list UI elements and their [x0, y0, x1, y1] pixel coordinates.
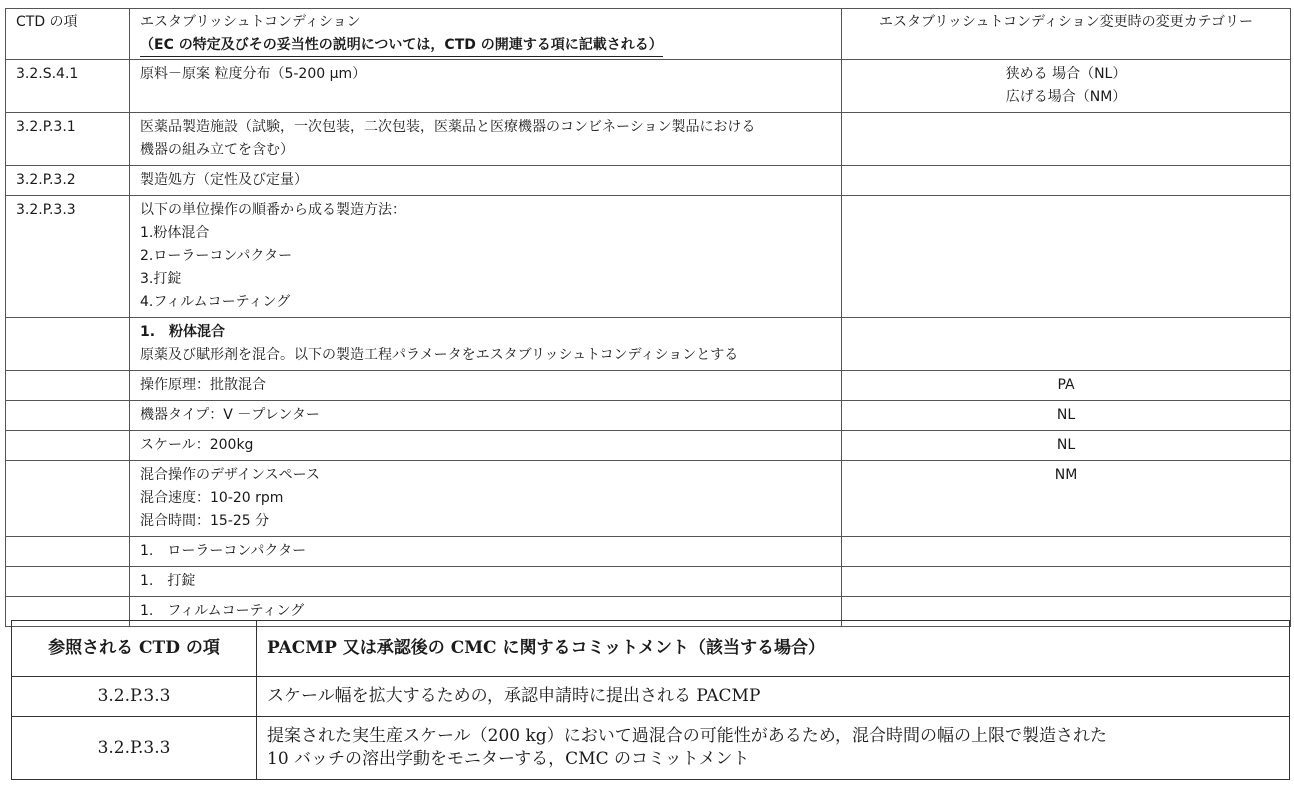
condition-line: 機器の組み立てを含む） [140, 142, 294, 158]
established-conditions-table [5, 8, 1291, 627]
condition-line: 1. 打錠 [140, 573, 196, 589]
header-ec-title: エスタブリッシュトコンディション [140, 14, 361, 30]
table-header-row [12, 621, 1290, 677]
ctd-section-cell: 3.2.P.3.1 [6, 113, 130, 166]
change-category-cell [842, 60, 1291, 113]
condition-line: 2.ローラーコンパクター [140, 248, 293, 264]
ctd-section-cell [6, 567, 130, 597]
table-row [6, 537, 1291, 567]
change-category-value: PA [1057, 377, 1075, 393]
change-category-cell [842, 318, 1291, 371]
condition-line: 製造処方（定性及び定量） [140, 172, 308, 188]
condition-line: 混合速度：10-20 rpm [140, 490, 284, 506]
commitment-cell [257, 717, 1290, 780]
change-category-cell [842, 537, 1291, 567]
condition-cell [130, 196, 842, 318]
commitment-line: 10 バッチの溶出学動をモニターする，CMC のコミットメント [267, 749, 750, 769]
condition-line: 医薬品製造施設（試験，一次包装，二次包装，医薬品と医療機器のコンビネーション製品における [140, 119, 756, 135]
table-row [6, 196, 1291, 318]
commitment-line: スケール幅を拡大するための，承認申請時に提出される PACMP [267, 686, 761, 706]
change-category-cell [842, 567, 1291, 597]
change-category-value: NL [1056, 437, 1076, 453]
condition-line: 原料－原案 粒度分布（5-200 μm） [140, 66, 367, 82]
condition-cell [130, 318, 842, 371]
commitment-cell [257, 677, 1290, 717]
table-row [6, 431, 1291, 461]
table-row [6, 166, 1291, 196]
condition-line: 1.粉体混合 [140, 225, 210, 241]
table-row [6, 461, 1291, 537]
table-row [6, 318, 1291, 371]
change-category-value: 広げる場合（NM） [1005, 89, 1127, 105]
commitment-line: 提案された実生産スケール（200 kg）において過混合の可能性があるため，混合時間の幅の上限で製造された [267, 726, 1108, 746]
table-row [6, 401, 1291, 431]
condition-cell [130, 431, 842, 461]
condition-cell [130, 567, 842, 597]
ctd-section-cell [6, 461, 130, 537]
table-row [6, 371, 1291, 401]
pacmp-commitment-table [11, 620, 1290, 780]
condition-cell [130, 537, 842, 567]
condition-cell [130, 113, 842, 166]
header-change-category: エスタブリッシュトコンディション変更時の変更カテゴリー [842, 9, 1291, 60]
table-row [12, 677, 1290, 717]
ctd-section-cell: 3.2.S.4.1 [6, 60, 130, 113]
referenced-ctd-cell: 3.2.P.3.3 [12, 717, 257, 780]
change-category-cell [842, 431, 1291, 461]
condition-cell [130, 166, 842, 196]
ctd-section-cell [6, 431, 130, 461]
condition-line: 操作原理：批散混合 [140, 377, 266, 393]
ctd-section-cell: 3.2.P.3.3 [6, 196, 130, 318]
change-category-cell [842, 371, 1291, 401]
ctd-section-cell [6, 401, 130, 431]
header-referenced-ctd-section: 参照される CTD の項 [12, 621, 257, 677]
change-category-value: NM [1054, 467, 1078, 483]
table-row [6, 567, 1291, 597]
condition-line: 原薬及び賦形剤を混合。以下の製造工程パラメータをエスタブリッシュトコンディションとする [140, 347, 739, 363]
ctd-section-cell [6, 318, 130, 371]
referenced-ctd-cell: 3.2.P.3.3 [12, 677, 257, 717]
condition-line: 3.打錠 [140, 271, 182, 287]
change-category-cell [842, 401, 1291, 431]
condition-line: 以下の単位操作の順番から成る製造方法： [140, 202, 406, 218]
condition-line: 機器タイプ：V －プレンター [140, 407, 320, 423]
condition-line: スケール：200kg [140, 437, 254, 453]
table-row [12, 717, 1290, 780]
header-pacmp-commitment: PACMP 又は承認後の CMC に関するコミットメント（該当する場合） [257, 621, 1290, 677]
change-category-cell [842, 166, 1291, 196]
change-category-cell [842, 461, 1291, 537]
header-ctd-section: CTD の項 [6, 9, 130, 60]
table-row [6, 113, 1291, 166]
change-category-value: NL [1056, 407, 1076, 423]
header-ec-note: （EC の特定及びその妥当性の説明については，CTD の開連する項に記載される） [140, 35, 663, 57]
change-category-cell [842, 196, 1291, 318]
change-category-value: 狭める 場合（NL） [1005, 66, 1127, 82]
condition-line: 4.フィルムコーティング [140, 294, 291, 310]
condition-cell [130, 401, 842, 431]
ctd-section-cell: 3.2.P.3.2 [6, 166, 130, 196]
table-row [6, 60, 1291, 113]
condition-line: 混合操作のデザインスペース [140, 467, 320, 483]
ctd-section-cell [6, 371, 130, 401]
header-established-conditions [130, 9, 842, 60]
condition-line: 1. ローラーコンパクター [140, 543, 307, 559]
condition-cell [130, 371, 842, 401]
ctd-section-cell [6, 537, 130, 567]
condition-line: 1. フィルムコーティング [140, 603, 305, 619]
table-header-row [6, 9, 1291, 60]
condition-line: 混合時間：15-25 分 [140, 513, 270, 529]
condition-cell [130, 60, 842, 113]
condition-heading: 1. 粉体混合 [140, 324, 226, 340]
change-category-cell [842, 113, 1291, 166]
condition-cell [130, 461, 842, 537]
